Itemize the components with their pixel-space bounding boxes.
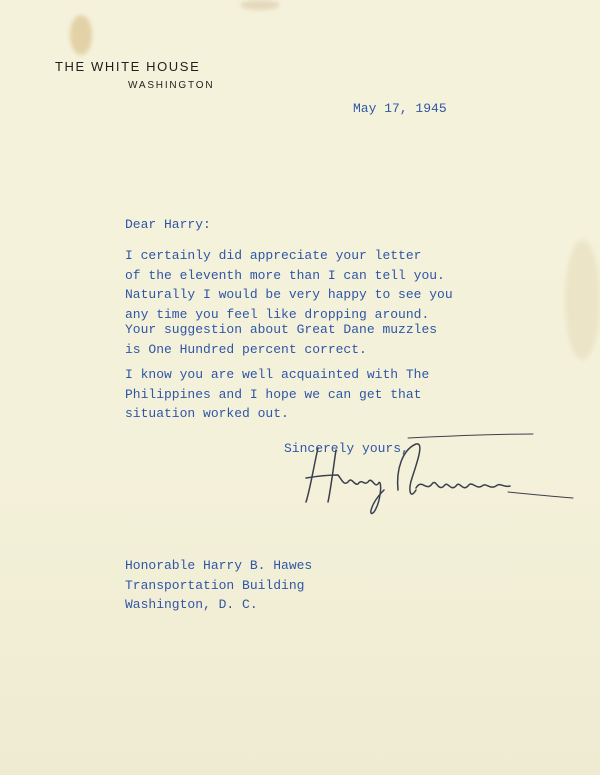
body-line: any time you feel like dropping around. [125,306,430,322]
letterhead-title: THE WHITE HOUSE [55,59,201,74]
closing: Sincerely yours, [284,441,409,456]
body-line: I certainly did appreciate your letter [125,248,422,263]
letter-date: May 17, 1945 [353,101,447,116]
paper-stain [565,240,600,360]
body-line: Philippines and I hope we can get that [125,386,422,402]
address-line: Honorable Harry B. Hawes [125,558,313,573]
body-paragraph [125,246,453,324]
handwritten-signature [298,430,578,530]
body-paragraph [125,365,429,424]
body-line: of the eleventh more than I can tell you. [125,267,445,283]
body-line: I know you are well acquainted with The [125,367,430,382]
salutation: Dear Harry: [125,217,211,232]
paper-stain [240,0,280,10]
body-line: is One Hundred percent correct. [125,341,367,357]
letterhead-location: WASHINGTON [128,80,215,91]
paper-stain [70,15,92,55]
address-line: Transportation Building [125,577,305,593]
body-line: Naturally I would be very happy to see you [125,287,453,302]
body-line: situation worked out. [125,406,289,421]
body-paragraph [125,320,437,359]
recipient-address [125,556,312,615]
address-line: Washington, D. C. [125,597,258,612]
body-line: Your suggestion about Great Dane muzzles [125,322,438,337]
